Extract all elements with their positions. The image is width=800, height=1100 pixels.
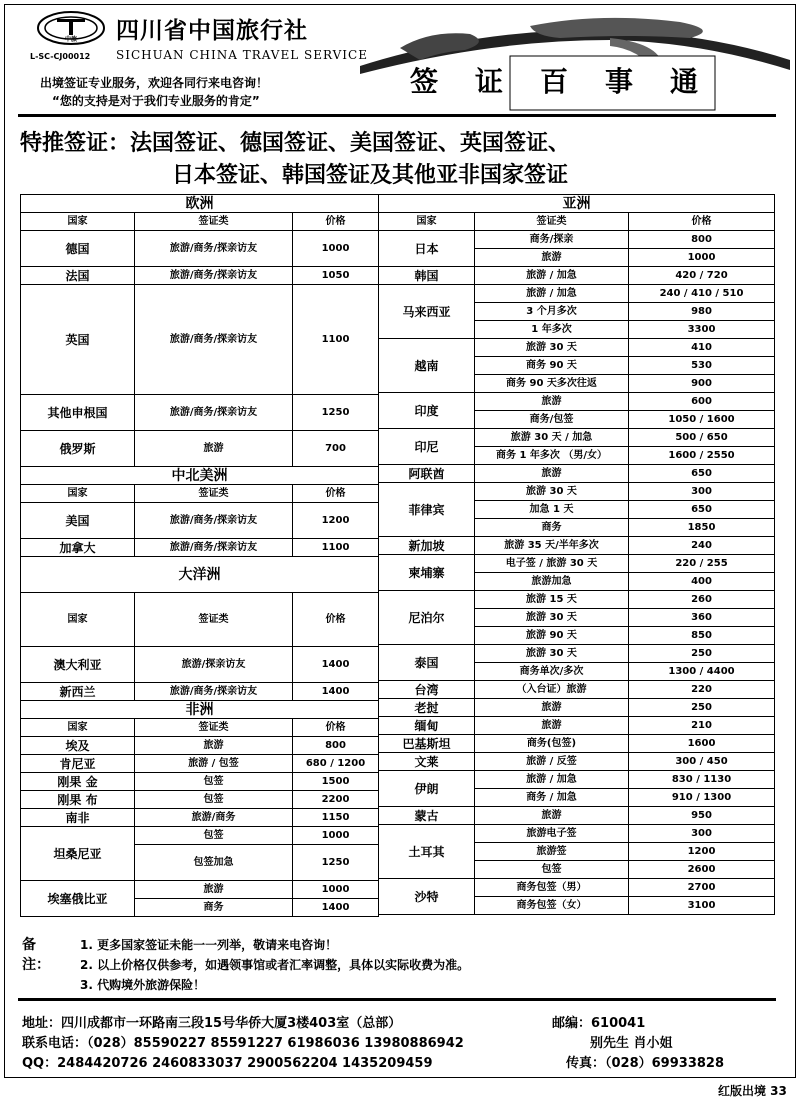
table-row	[21, 683, 379, 701]
visa-type-cell: 旅游 30 天	[475, 483, 629, 501]
country-cell: 印尼	[379, 429, 475, 465]
price-cell: 680 / 1200	[293, 755, 379, 773]
country-cell: 新西兰	[21, 683, 135, 701]
country-cell: 菲律宾	[379, 483, 475, 537]
price-cell: 500 / 650	[629, 429, 775, 447]
visa-type-cell: 包签	[475, 861, 629, 879]
visa-type-cell: （入台证）旅游	[475, 681, 629, 699]
price-cell: 2200	[293, 791, 379, 809]
visa-type-cell: 旅游/商务/探亲访友	[135, 503, 293, 539]
price-cell: 1100	[293, 539, 379, 557]
price-cell: 700	[293, 431, 379, 467]
country-cell: 埃塞俄比亚	[21, 881, 135, 917]
visa-type-cell: 加急 1 天	[475, 501, 629, 519]
table-header: 价格	[293, 719, 379, 737]
visa-type-cell: 包签加急	[135, 845, 293, 881]
table-row	[21, 647, 379, 683]
price-cell: 240 / 410 / 510	[629, 285, 775, 303]
logo-text: 中旅	[64, 36, 78, 43]
price-cell: 1000	[293, 231, 379, 267]
visa-type-cell: 商务/探亲	[475, 231, 629, 249]
price-cell: 300	[629, 825, 775, 843]
price-cell: 850	[629, 627, 775, 645]
table-row	[21, 395, 379, 431]
table-row	[21, 827, 379, 845]
section-title-europe: 欧洲	[21, 195, 379, 213]
price-cell: 530	[629, 357, 775, 375]
country-cell: 美国	[21, 503, 135, 539]
country-cell: 蒙古	[379, 807, 475, 825]
price-cell: 1000	[293, 827, 379, 845]
price-cell: 400	[629, 573, 775, 591]
visa-type-cell: 旅游 30 天	[475, 339, 629, 357]
table-header: 签证类	[135, 213, 293, 231]
country-cell: 肯尼亚	[21, 755, 135, 773]
price-cell: 210	[629, 717, 775, 735]
price-cell: 250	[629, 699, 775, 717]
country-cell: 其他申根国	[21, 395, 135, 431]
country-cell: 加拿大	[21, 539, 135, 557]
visa-type-cell: 旅游 / 反签	[475, 753, 629, 771]
price-cell: 1000	[629, 249, 775, 267]
visa-type-cell: 旅游	[135, 431, 293, 467]
visa-type-cell: 商务(包签)	[475, 735, 629, 753]
country-cell: 韩国	[379, 267, 475, 285]
visa-type-cell: 商务 90 天	[475, 357, 629, 375]
table-header: 价格	[293, 485, 379, 503]
visa-type-cell: 旅游 90 天	[475, 627, 629, 645]
visa-type-cell: 旅游签	[475, 843, 629, 861]
price-cell: 800	[629, 231, 775, 249]
price-cell: 1100	[293, 285, 379, 395]
visa-type-cell: 旅游 30 天	[475, 645, 629, 663]
table-header: 国家	[21, 719, 135, 737]
table-row	[21, 267, 379, 285]
contact-persons: 别先生 肖小姐	[590, 1036, 673, 1051]
country-cell: 马来西亚	[379, 285, 475, 339]
country-cell: 尼泊尔	[379, 591, 475, 645]
table-row	[21, 755, 379, 773]
visa-type-cell: 包签	[135, 827, 293, 845]
visa-type-cell: 旅游/商务	[135, 809, 293, 827]
visa-type-cell: 商务/包签	[475, 411, 629, 429]
visa-type-cell: 旅游	[475, 249, 629, 267]
price-cell: 220 / 255	[629, 555, 775, 573]
country-cell: 法国	[21, 267, 135, 285]
price-cell: 1600	[629, 735, 775, 753]
price-cell: 300	[629, 483, 775, 501]
visa-type-cell: 商务 90 天多次往返	[475, 375, 629, 393]
country-cell: 刚果 布	[21, 791, 135, 809]
visa-title-char-3: 百	[539, 65, 570, 98]
price-cell: 800	[293, 737, 379, 755]
visa-type-cell: 旅游	[475, 807, 629, 825]
table-header: 国家	[21, 593, 135, 647]
country-cell: 英国	[21, 285, 135, 395]
country-cell: 新加坡	[379, 537, 475, 555]
section-title-oceania: 大洋洲	[21, 557, 379, 593]
country-cell: 日本	[379, 231, 475, 267]
visa-type-cell: 3 个月多次	[475, 303, 629, 321]
country-cell: 柬埔寨	[379, 555, 475, 591]
visa-type-cell: 旅游 30 天 / 加急	[475, 429, 629, 447]
visa-type-cell: 旅游	[135, 737, 293, 755]
country-cell: 土耳其	[379, 825, 475, 879]
visa-type-cell: 旅游 / 加急	[475, 771, 629, 789]
visa-type-cell: 旅游 15 天	[475, 591, 629, 609]
country-cell: 巴基斯坦	[379, 735, 475, 753]
price-cell: 1000	[293, 881, 379, 899]
table-row	[21, 285, 379, 395]
note-3: 3. 代购境外旅游保险！	[80, 978, 206, 992]
price-cell: 250	[629, 645, 775, 663]
table-row	[21, 737, 379, 755]
visa-type-cell: 1 年多次	[475, 321, 629, 339]
visa-type-cell: 旅游	[475, 465, 629, 483]
price-cell: 950	[629, 807, 775, 825]
price-cell: 1500	[293, 773, 379, 791]
postcode: 邮编：610041	[552, 1016, 646, 1031]
table-row	[21, 539, 379, 557]
table-header: 签证类	[475, 213, 629, 231]
table-header: 国家	[379, 213, 475, 231]
table-header: 价格	[293, 213, 379, 231]
price-cell: 2600	[629, 861, 775, 879]
price-cell: 650	[629, 465, 775, 483]
table-row	[21, 881, 379, 899]
price-cell: 1850	[629, 519, 775, 537]
page-tag: 红版出境 33	[718, 1084, 787, 1098]
price-cell: 1200	[293, 503, 379, 539]
country-cell: 越南	[379, 339, 475, 393]
price-cell: 650	[629, 501, 775, 519]
country-cell: 台湾	[379, 681, 475, 699]
visa-type-cell: 旅游/探亲访友	[135, 647, 293, 683]
note-1: 1. 更多国家签证未能一一列举，敬请来电咨询！	[80, 938, 338, 952]
visa-type-cell: 商务 1 年多次 （男/女）	[475, 447, 629, 465]
visa-type-cell: 旅游/商务/探亲访友	[135, 285, 293, 395]
qq-line: QQ：2484420726 2460833037 2900562204 1435209459	[22, 1056, 433, 1071]
price-cell: 260	[629, 591, 775, 609]
footer-divider	[18, 998, 776, 1001]
table-row	[21, 231, 379, 267]
price-cell: 1400	[293, 647, 379, 683]
country-cell: 沙特	[379, 879, 475, 915]
visa-title-char-2: 证	[474, 65, 505, 98]
promo-line-1: 出境签证专业服务，欢迎各同行来电咨询！	[40, 76, 269, 90]
price-cell: 1400	[293, 683, 379, 701]
country-cell: 南非	[21, 809, 135, 827]
price-cell: 1250	[293, 395, 379, 431]
visa-type-cell: 旅游	[475, 699, 629, 717]
featured-visas-line-1: 特推签证：法国签证、德国签证、美国签证、英国签证、	[20, 131, 571, 156]
price-cell: 900	[629, 375, 775, 393]
country-cell: 泰国	[379, 645, 475, 681]
visa-type-cell: 商务包签（女）	[475, 897, 629, 915]
country-cell: 伊朗	[379, 771, 475, 807]
price-cell: 1250	[293, 845, 379, 881]
price-cell: 910 / 1300	[629, 789, 775, 807]
visa-title-char-1: 签	[410, 65, 441, 98]
price-cell: 1300 / 4400	[629, 663, 775, 681]
table-header: 签证类	[135, 485, 293, 503]
visa-type-cell: 旅游电子签	[475, 825, 629, 843]
cts-logo-icon	[36, 10, 106, 46]
visa-type-cell: 旅游/商务/探亲访友	[135, 267, 293, 285]
company-name-en: SICHUAN CHINA TRAVEL SERVICE	[116, 48, 368, 62]
asia-price-table	[378, 194, 775, 915]
featured-visas-line-2: 日本签证、韩国签证及其他亚非国家签证	[172, 163, 569, 188]
visa-type-cell: 旅游 35 天/半年多次	[475, 537, 629, 555]
visa-type-cell: 旅游 30 天	[475, 609, 629, 627]
header-divider	[18, 114, 776, 117]
visa-type-cell: 商务	[135, 899, 293, 917]
section-title-asia: 亚洲	[379, 195, 775, 213]
table-row	[21, 791, 379, 809]
visa-type-cell: 商务 / 加急	[475, 789, 629, 807]
table-row	[21, 431, 379, 467]
price-cell: 360	[629, 609, 775, 627]
country-cell: 阿联酋	[379, 465, 475, 483]
price-cell: 2700	[629, 879, 775, 897]
visa-title-char-4: 事	[604, 65, 635, 98]
country-cell: 印度	[379, 393, 475, 429]
price-cell: 300 / 450	[629, 753, 775, 771]
visa-type-cell: 商务包签（男）	[475, 879, 629, 897]
visa-type-cell: 商务	[475, 519, 629, 537]
country-cell: 文莱	[379, 753, 475, 771]
price-cell: 240	[629, 537, 775, 555]
visa-type-cell: 包签	[135, 773, 293, 791]
price-cell: 420 / 720	[629, 267, 775, 285]
table-row	[21, 773, 379, 791]
visa-encyclopedia-title	[410, 60, 700, 100]
left-price-table	[20, 194, 379, 917]
visa-type-cell: 旅游/商务/探亲访友	[135, 231, 293, 267]
price-cell: 3300	[629, 321, 775, 339]
table-row	[21, 503, 379, 539]
visa-title-char-5: 通	[669, 65, 700, 98]
header	[0, 0, 800, 112]
table-header: 签证类	[135, 593, 293, 647]
visa-type-cell: 旅游	[135, 881, 293, 899]
table-header: 签证类	[135, 719, 293, 737]
table-row	[21, 809, 379, 827]
price-cell: 600	[629, 393, 775, 411]
country-cell: 缅甸	[379, 717, 475, 735]
country-cell: 老挝	[379, 699, 475, 717]
price-cell: 1050	[293, 267, 379, 285]
visa-type-cell: 旅游加急	[475, 573, 629, 591]
visa-type-cell: 旅游	[475, 393, 629, 411]
table-header: 价格	[293, 593, 379, 647]
price-cell: 1400	[293, 899, 379, 917]
visa-type-cell: 旅游 / 加急	[475, 285, 629, 303]
section-title-americas: 中北美洲	[21, 467, 379, 485]
price-cell: 3100	[629, 897, 775, 915]
visa-type-cell: 旅游 / 加急	[475, 267, 629, 285]
company-name-cn: 四川省中国旅行社	[116, 17, 308, 44]
price-cell: 1050 / 1600	[629, 411, 775, 429]
price-cell: 980	[629, 303, 775, 321]
license-number: L-SC-CJ00012	[30, 52, 91, 61]
visa-type-cell: 旅游	[475, 717, 629, 735]
country-cell: 俄罗斯	[21, 431, 135, 467]
country-cell: 埃及	[21, 737, 135, 755]
table-header: 价格	[629, 213, 775, 231]
price-cell: 1200	[629, 843, 775, 861]
notes-label: 备注：	[22, 937, 50, 973]
visa-type-cell: 包签	[135, 791, 293, 809]
visa-type-cell: 旅游/商务/探亲访友	[135, 683, 293, 701]
price-cell: 410	[629, 339, 775, 357]
note-2: 2. 以上价格仅供参考，如遇领事馆或者汇率调整，具体以实际收费为准。	[80, 958, 470, 972]
price-cell: 1600 / 2550	[629, 447, 775, 465]
country-cell: 坦桑尼亚	[21, 827, 135, 881]
price-cell: 830 / 1130	[629, 771, 775, 789]
country-cell: 刚果 金	[21, 773, 135, 791]
section-title-africa: 非洲	[21, 701, 379, 719]
table-header: 国家	[21, 485, 135, 503]
visa-type-cell: 电子签 / 旅游 30 天	[475, 555, 629, 573]
visa-type-cell: 旅游/商务/探亲访友	[135, 395, 293, 431]
visa-type-cell: 旅游/商务/探亲访友	[135, 539, 293, 557]
address-line: 地址：四川成都市一环路南三段15号华侨大厦3楼403室（总部）	[22, 1016, 402, 1031]
fax-line: 传真：（028）69933828	[566, 1056, 724, 1071]
promo-line-2: “您的支持是对于我们专业服务的肯定”	[52, 94, 260, 108]
visa-type-cell: 商务单次/多次	[475, 663, 629, 681]
price-cell: 220	[629, 681, 775, 699]
table-header: 国家	[21, 213, 135, 231]
phone-line: 联系电话：（028）85590227 85591227 61986036 13980886942	[22, 1036, 464, 1051]
country-cell: 德国	[21, 231, 135, 267]
visa-type-cell: 旅游 / 包签	[135, 755, 293, 773]
country-cell: 澳大利亚	[21, 647, 135, 683]
price-cell: 1150	[293, 809, 379, 827]
